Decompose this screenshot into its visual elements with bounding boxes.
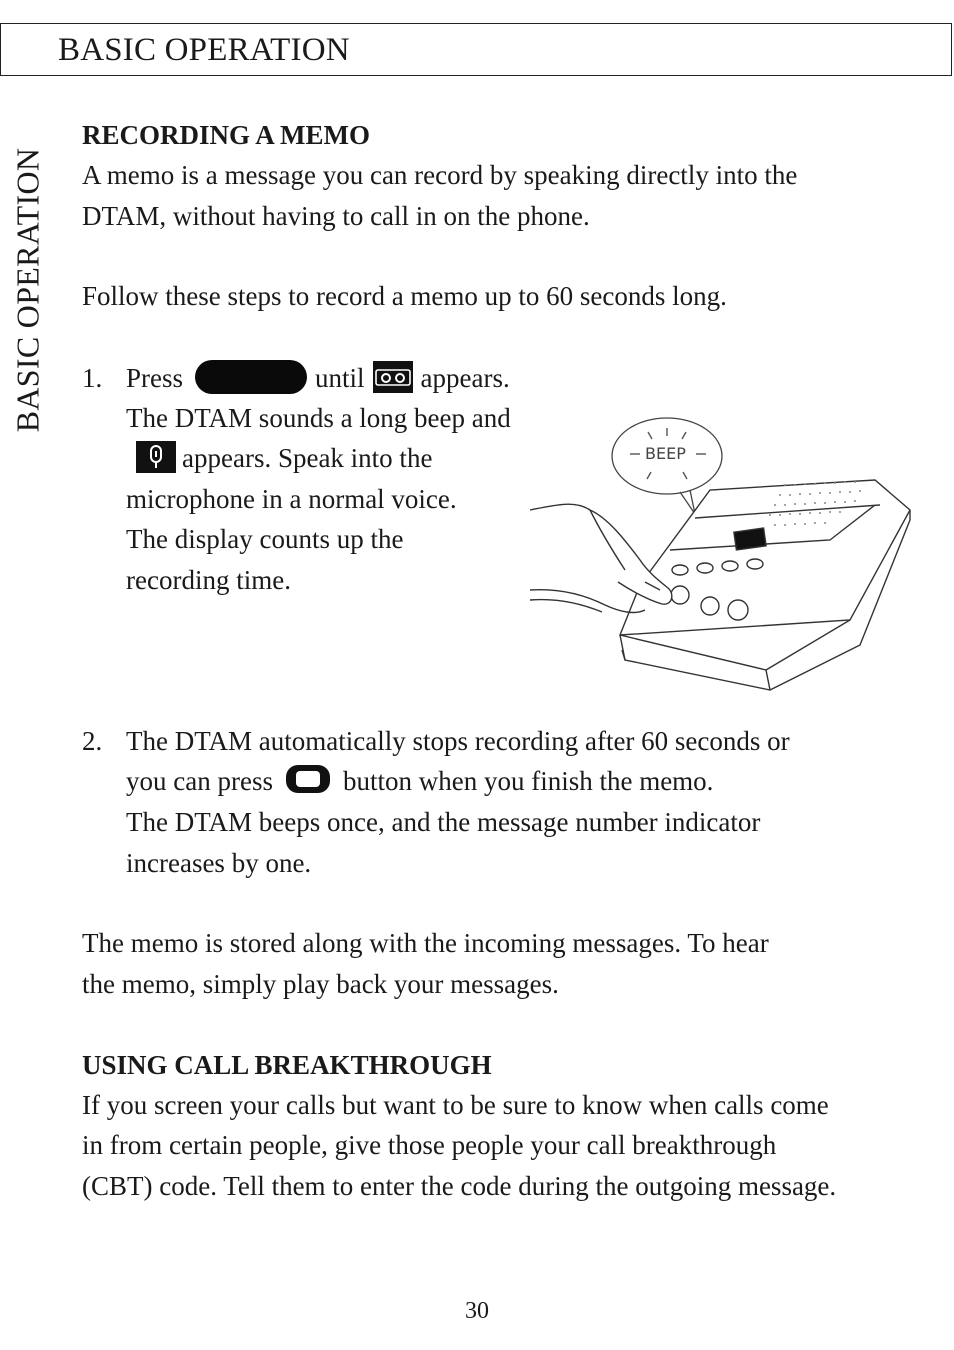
- cbt-line-1: If you screen your calls but want to be sure to know when calls come: [82, 1090, 829, 1120]
- memo-stored-line-1: The memo is stored along with the incoming messages. To hear: [82, 928, 769, 958]
- memo-stored-line-2: the memo, simply play back your messages.: [82, 969, 559, 999]
- step-1-appears-text: appears.: [420, 363, 510, 393]
- section-heading-call-breakthrough: USING CALL BREAKTHROUGH: [82, 1050, 492, 1080]
- cbt-line-3: (CBT) code. Tell them to enter the code during the outgoing message.: [82, 1171, 837, 1201]
- follow-steps-text: Follow these steps to record a memo up to 60 seconds long.: [82, 281, 727, 311]
- side-tab-label: BASIC OPERATION: [9, 147, 46, 433]
- step-1-line-5: The display counts up the: [126, 524, 404, 554]
- step-1-line-6: recording time.: [126, 565, 291, 595]
- intro-line-2: DTAM, without having to call in on the phone.: [82, 201, 590, 231]
- stop-button-icon: [285, 764, 331, 794]
- step-2-number: 2.: [82, 726, 103, 756]
- step-1-line-2: The DTAM sounds a long beep and: [126, 403, 511, 433]
- step-1-line-4: microphone in a normal voice.: [126, 484, 457, 514]
- step-2-line-2: [126, 761, 713, 802]
- step-1-until-text: until: [315, 363, 365, 393]
- page-number: 30: [465, 1298, 489, 1324]
- page-title: BASIC OPERATION: [58, 32, 350, 68]
- step-1-line-1: [126, 358, 510, 399]
- step-2-button-text: button when you finish the memo.: [342, 766, 714, 796]
- step-1-press-text: Press: [126, 363, 184, 393]
- microphone-icon: [136, 441, 176, 473]
- step-1-number: 1.: [82, 363, 103, 393]
- step-2-line-1: The DTAM automatically stops recording after 60 seconds or: [126, 726, 790, 756]
- beep-label: BEEP: [645, 444, 686, 463]
- section-heading-recording-memo: RECORDING A MEMO: [82, 120, 371, 150]
- memo-button-icon: [195, 360, 307, 394]
- step-2-line-3: The DTAM beeps once, and the message number indicator: [126, 807, 761, 837]
- dtam-illustration: [530, 410, 915, 695]
- step-2-press-text: you can press: [126, 766, 273, 796]
- intro-line-1: A memo is a message you can record by speaking directly into the: [82, 160, 798, 190]
- step-1-line-3: [126, 438, 432, 479]
- tape-icon: [373, 361, 413, 393]
- step-1-line-3-text: appears. Speak into the: [182, 443, 433, 473]
- step-2-line-4: increases by one.: [126, 848, 312, 878]
- cbt-line-2: in from certain people, give those people your call breakthrough: [82, 1130, 777, 1160]
